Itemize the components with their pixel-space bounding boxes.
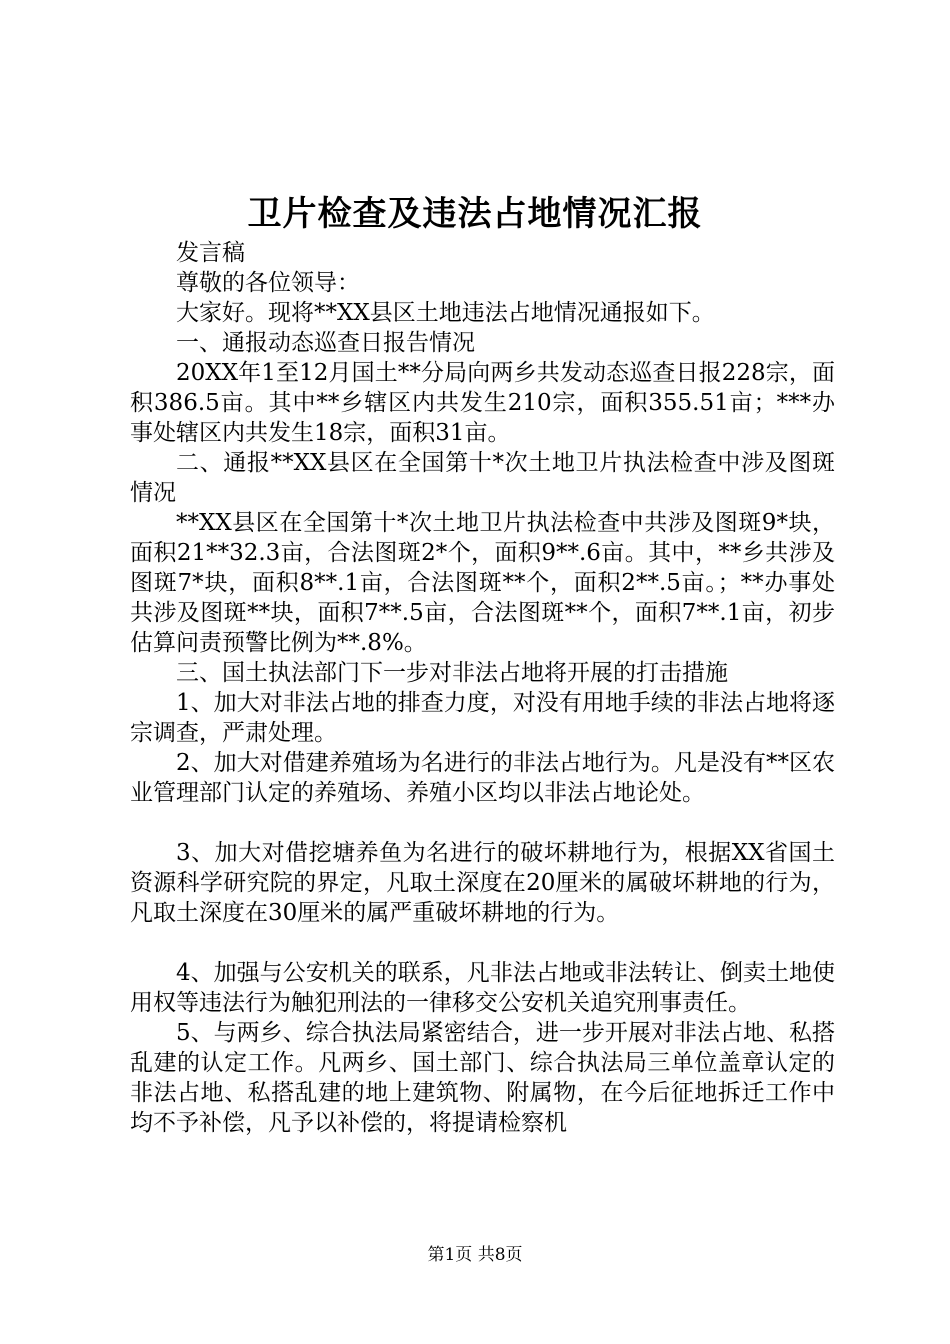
- section-heading-1: 一、通报动态巡查日报告情况: [176, 330, 475, 356]
- document-body: [130, 238, 835, 1138]
- paragraph-salutation: 尊敬的各位领导：: [176, 270, 360, 296]
- measure-item-3: 3、加大对借挖塘养鱼为名进行的破坏耕地行为，根据XX省国土资源科学研究院的界定，凡取土深度在20厘米的属破坏耕地的行为，凡取土深度在30厘米的属严重破坏耕地的行为。: [130, 840, 835, 926]
- measure-item-2: 2、加大对借建养殖场为名进行的非法占地行为。凡是没有**区农业管理部门认定的养殖场、养殖小区均以非法占地论处。: [130, 750, 835, 806]
- measure-item-1: 1、加大对非法占地的排查力度，对没有用地手续的非法占地将逐宗调查，严肃处理。: [130, 690, 835, 746]
- paragraph-patrol-stats: 20XX年1至12月国土**分局向两乡共发动态巡查日报228宗，面积386.5亩。其中**乡辖区内共发生210宗，面积355.51亩；***办事处辖区内共发生18宗，面积31亩。: [130, 360, 835, 446]
- measure-item-5: 5、与两乡、综合执法局紧密结合，进一步开展对非法占地、私搭乱建的认定工作。凡两乡、国土部门、综合执法局三单位盖章认定的非法占地、私搭乱建的地上建筑物、附属物，在今后征地拆迁工作中均不予补偿，凡予以补偿的，将提请检察机: [130, 1020, 835, 1136]
- measure-item-4: 4、加强与公安机关的联系，凡非法占地或非法转让、倒卖土地使用权等违法行为触犯刑法的一律移交公安机关追究刑事责任。: [130, 960, 835, 1016]
- page-footer: 第1页 共8页: [427, 1245, 523, 1265]
- section-heading-2: 二、通报**XX县区在全国第十*次土地卫片执法检查中涉及图斑情况: [130, 450, 835, 506]
- paragraph-greeting: 大家好。现将**XX县区土地违法占地情况通报如下。: [176, 300, 715, 326]
- section-heading-3: 三、国土执法部门下一步对非法占地将开展的打击措施: [176, 660, 728, 686]
- paragraph-speech-label: 发言稿: [176, 240, 245, 266]
- paragraph-satellite-stats: **XX县区在全国第十*次土地卫片执法检查中共涉及图斑9*块，面积21**32.3亩，合法图斑2*个，面积9**.6亩。其中，**乡共涉及图斑7*块，面积8**.1亩，合法图斑**个，面积2**.5亩。；**办事处共涉及图斑**块，面积7**.5亩，合法图斑**个，面积7**.1亩，初步估算问责预警比例为**.8%。: [130, 510, 835, 656]
- document-title: 卫片检查及违法占地情况汇报: [247, 194, 703, 234]
